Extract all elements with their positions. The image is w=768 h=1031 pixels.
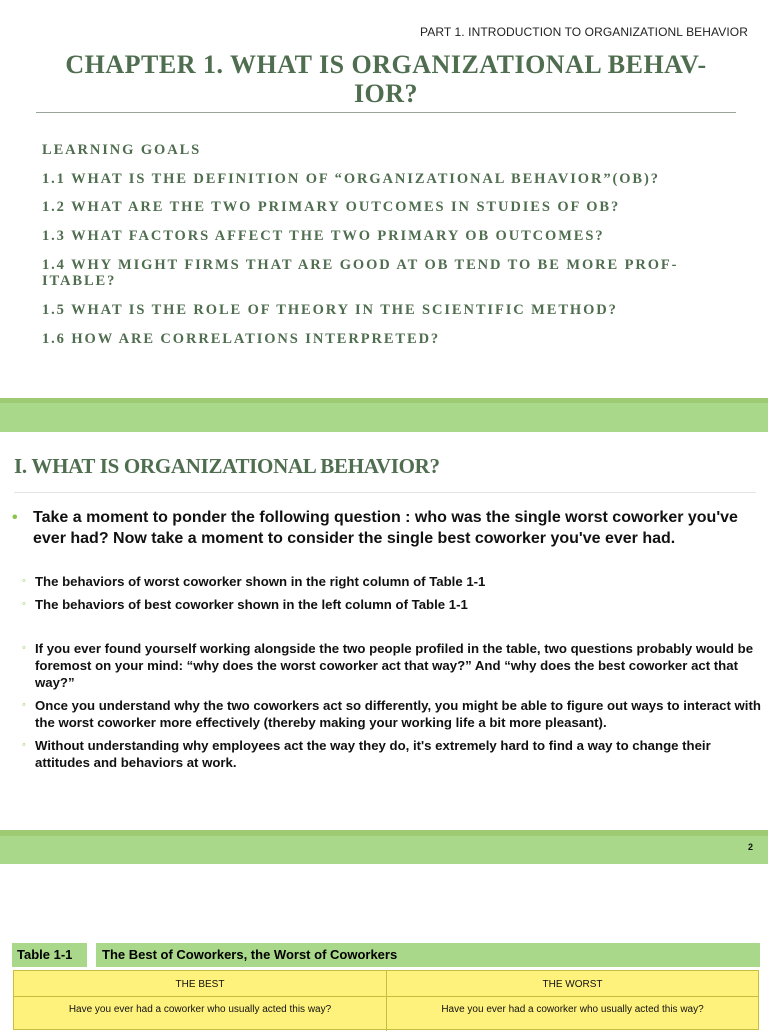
- lead-bullet-text: Take a moment to ponder the following question : who was the single worst coworker you've ever had? Now take a moment to consider the single best coworker you've ever had.: [33, 509, 738, 547]
- bullet-circle-icon: ◦: [22, 642, 26, 654]
- learning-goal-1-6: 1.6 HOW ARE CORRELATIONS INTERPRETED?: [42, 330, 441, 347]
- table-header-best: THE BEST: [175, 979, 225, 990]
- sub-bullet-text: If you ever found yourself working alongside the two people profiled in the table, two questions probably would be foremost on your mind: “why does the worst coworker act that way?” And “why does the best coworker act that way?”: [35, 641, 754, 690]
- table-title: The Best of Coworkers, the Worst of Coworkers: [96, 943, 760, 967]
- coworker-table: [13, 970, 759, 1030]
- chapter-title-line-2: IOR?: [353, 79, 419, 108]
- learning-goal-1-2: 1.2 WHAT ARE THE TWO PRIMARY OUTCOMES IN STUDIES OF OB?: [42, 199, 621, 215]
- bullet-dot-icon: •: [12, 509, 18, 526]
- learning-goal-1-1: 1.1 WHAT IS THE DEFINITION OF “ORGANIZATIONAL BEHAVIOR”(OB)?: [42, 170, 660, 187]
- slide-footer-band: [0, 836, 768, 864]
- learning-goal-1-4-line-2: ITABLE?: [42, 273, 117, 289]
- section-divider: [14, 492, 756, 493]
- learning-goal-1-5: 1.5 WHAT IS THE ROLE OF THEORY IN THE SCIENTIFIC METHOD?: [42, 302, 618, 318]
- chapter-title: [36, 50, 736, 108]
- bullet-circle-icon: ◦: [22, 739, 26, 751]
- sub-bullet-best: [22, 596, 762, 613]
- title-divider: [36, 112, 736, 113]
- table-row-divider: [14, 996, 758, 997]
- sub-bullet-worst: [22, 573, 762, 590]
- page-number: 2: [747, 842, 753, 852]
- running-head: PART 1. INTRODUCTION TO ORGANIZATIONL BEHAVIOR: [420, 25, 748, 39]
- learning-goal-1-3: 1.3 WHAT FACTORS AFFECT THE TWO PRIMARY OB OUTCOMES?: [42, 227, 605, 244]
- sub-bullet-questions: [22, 640, 762, 691]
- table-cell-worst-row1: Have you ever had a coworker who usually acted this way?: [441, 1004, 704, 1015]
- sub-bullet-text: The behaviors of worst coworker shown in the right column of Table 1-1: [35, 574, 486, 589]
- sub-bullet-text: Once you understand why the two coworkers act so differently, you might be able to figure out ways to interact with the worst coworker more effectively (thereby making your working life a bit more pleasant).: [35, 698, 761, 730]
- bullet-circle-icon: ◦: [22, 699, 26, 711]
- sub-bullet-text: Without understanding why employees act the way they do, it's extremely hard to find a way to change their attitudes and behaviors at work.: [35, 738, 711, 770]
- table-header-worst: THE WORST: [542, 979, 603, 990]
- lead-bullet: [12, 508, 752, 549]
- sub-bullet-understand: [22, 697, 762, 731]
- slide-separator-band: [0, 403, 768, 432]
- learning-goal-1-4: [42, 257, 742, 289]
- sub-bullet-change: [22, 737, 762, 771]
- sub-bullet-text: The behaviors of best coworker shown in the left column of Table 1-1: [35, 597, 468, 612]
- chapter-title-line-1: CHAPTER 1. WHAT IS ORGANIZATIONAL BEHAV-: [65, 50, 707, 79]
- bullet-circle-icon: ◦: [22, 575, 26, 587]
- bullet-circle-icon: ◦: [22, 598, 26, 610]
- learning-goal-1-4-line-1: 1.4 WHY MIGHT FIRMS THAT ARE GOOD AT OB TEND TO BE MORE PROF-: [42, 257, 679, 273]
- learning-goals-heading: LEARNING GOALS: [42, 142, 202, 158]
- table-label: Table 1-1: [12, 943, 87, 967]
- table-cell-best-row1: Have you ever had a coworker who usually acted this way?: [68, 1004, 332, 1015]
- section-heading: I. WHAT IS ORGANIZATIONAL BEHAVIOR?: [14, 454, 440, 478]
- learning-goals-list: [42, 143, 742, 360]
